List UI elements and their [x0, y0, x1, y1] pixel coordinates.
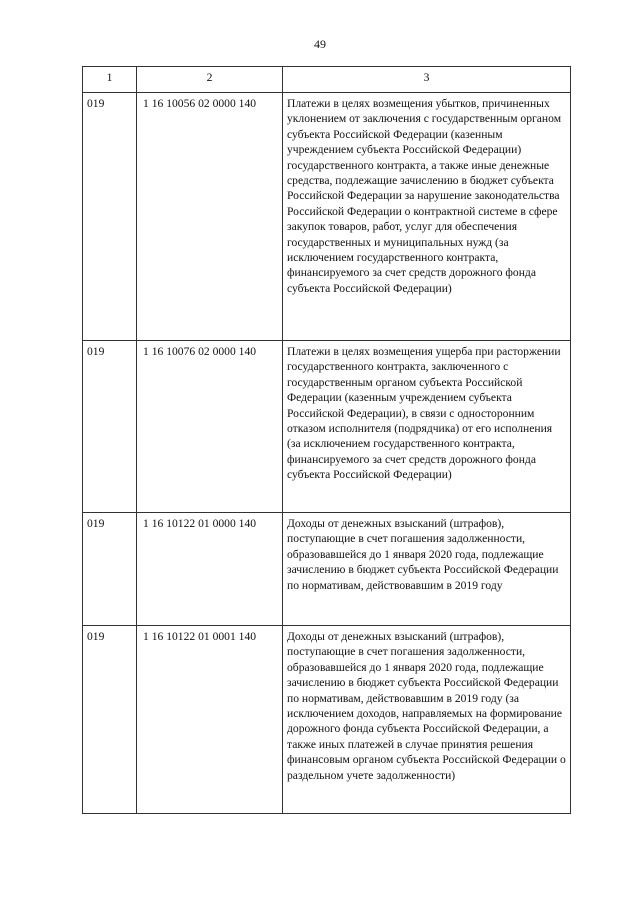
header-col-1: 1	[83, 67, 137, 93]
table-body	[83, 93, 571, 814]
table-row	[83, 341, 571, 513]
description-cell: Платежи в целях возмещения ущерба при расторжении государственного контракта, заключенного с государственным органом субъекта Российской Федерации (казенным учреждением субъекта Российской Федерации), в связи с односторонним отказом исполнителя (подрядчика) от его исполнения (за исключением государственного контракта, финансируемого за счет средств дорожного фонда субъекта Российской Федерации)	[283, 341, 571, 513]
header-row	[83, 67, 571, 93]
page-number: 49	[314, 37, 326, 51]
header-col-3: 3	[283, 67, 571, 93]
table-header	[83, 67, 571, 93]
table-row	[83, 513, 571, 626]
admin-code-cell: 019	[83, 513, 137, 626]
admin-code-cell: 019	[83, 626, 137, 814]
kbk-code-cell: 1 16 10122 01 0001 140	[137, 626, 283, 814]
kbk-code-cell: 1 16 10056 02 0000 140	[137, 93, 283, 341]
revenue-codes-table	[82, 66, 571, 814]
admin-code-cell: 019	[83, 93, 137, 341]
kbk-code-cell: 1 16 10076 02 0000 140	[137, 341, 283, 513]
table-row	[83, 93, 571, 341]
admin-code-cell: 019	[83, 341, 137, 513]
description-cell: Доходы от денежных взысканий (штрафов), поступающие в счет погашения задолженности, образовавшейся до 1 января 2020 года, подлежащие зачислению в бюджет субъекта Российской Федерации по нормативам, действовавшим в 2019 году (за исключением доходов, направляемых на формирование дорожного фонда субъекта Российской Федерации, а также иных платежей в случае принятия решения финансовым органом субъекта Российской Федерации о раздельном учете задолженности)	[283, 626, 571, 814]
description-cell: Доходы от денежных взысканий (штрафов), поступающие в счет погашения задолженности, образовавшейся до 1 января 2020 года, подлежащие зачислению в бюджет субъекта Российской Федерации по нормативам, действовавшим в 2019 году	[283, 513, 571, 626]
description-cell: Платежи в целях возмещения убытков, причиненных уклонением от заключения с государственным органом субъекта Российской Федерации (казенным учреждением субъекта Российской Федерации) государственного контракта, а также иные денежные средства, подлежащие зачислению в бюджет субъекта Российской Федерации за нарушение законодательства Российской Федерации о контрактной системе в сфере закупок товаров, работ, услуг для обеспечения государственных и муниципальных нужд (за исключением государственного контракта, финансируемого за счет средств дорожного фонда субъекта Российской Федерации)	[283, 93, 571, 341]
header-col-2: 2	[137, 67, 283, 93]
table-row	[83, 626, 571, 814]
kbk-code-cell: 1 16 10122 01 0000 140	[137, 513, 283, 626]
